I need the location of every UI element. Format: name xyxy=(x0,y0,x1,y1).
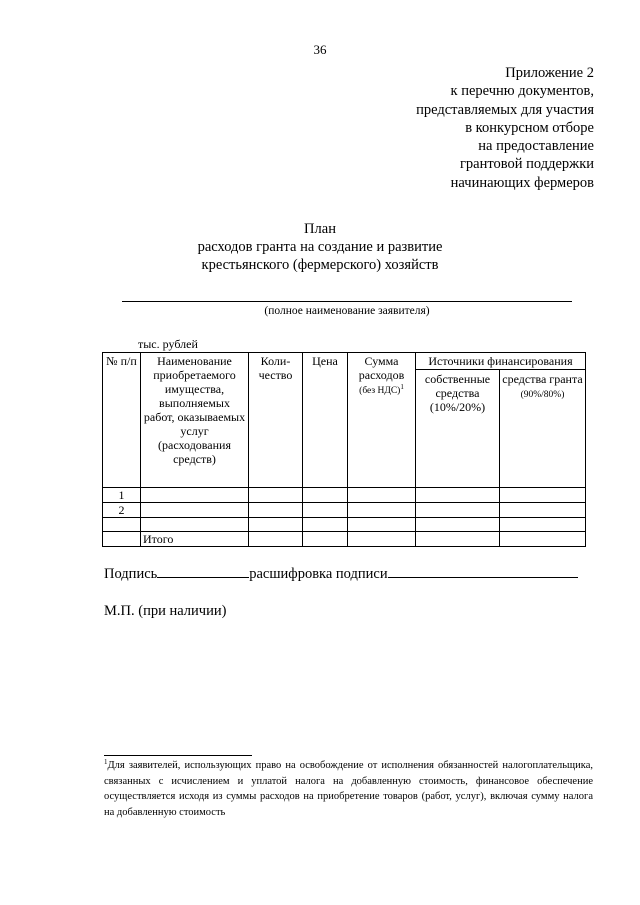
table-row xyxy=(103,518,586,532)
header-grant-percent: (90%/80%) xyxy=(520,390,565,400)
appendix-line: грантовой поддержки xyxy=(459,156,594,173)
row-name xyxy=(141,488,249,503)
header-sum xyxy=(348,353,416,488)
appendix-line: представляемых для участия xyxy=(416,101,594,118)
signature-decode-blank xyxy=(388,565,578,578)
footnote-rule xyxy=(104,755,252,756)
header-sum-label: Сумма расходов xyxy=(358,354,405,382)
document-title xyxy=(0,220,640,274)
expense-plan-table xyxy=(102,352,586,547)
header-price: Цена xyxy=(303,353,348,488)
footnote xyxy=(104,758,593,820)
header-quantity: Коли-чество xyxy=(249,353,303,488)
footnote-ref: 1 xyxy=(400,383,404,391)
title-line: крестьянского (фермерского) хозяйств xyxy=(201,257,439,273)
row-num xyxy=(103,518,141,532)
header-name: Наименование приобретаемого имущества, выполняемых работ, оказываемых услуг (расходования средств) xyxy=(141,353,249,488)
page-number: 36 xyxy=(313,42,327,57)
title-line: расходов гранта на создание и развитие xyxy=(197,239,443,255)
signature-blank xyxy=(157,565,249,578)
table-row xyxy=(103,488,586,503)
total-row xyxy=(103,532,586,547)
row-num: 2 xyxy=(103,503,141,518)
header-own-percent: (10%/20%) xyxy=(429,400,486,414)
row-name xyxy=(141,503,249,518)
appendix-header xyxy=(416,64,594,192)
units-label: тыс. рублей xyxy=(138,337,198,351)
appendix-line: к перечню документов, xyxy=(450,83,594,100)
header-num: № п/п xyxy=(103,353,141,488)
row-num: 1 xyxy=(103,488,141,503)
header-own-label: собственные средства xyxy=(424,372,491,400)
appendix-line: в конкурсном отборе xyxy=(465,119,594,136)
footnote-text: Для заявителей, использующих право на освобождение от исполнения обязанностей налогоплательщика, связанных с исчислением и уплатой налога на добавленную стоимость, финансовое обеспечение осуществляется исходя из суммы расходов на приобретение товаров (работ, услуг), включая сумму налога на добавленную стоимость xyxy=(104,760,593,818)
header-own-funds xyxy=(416,370,500,488)
applicant-caption: (полное наименование заявителя) xyxy=(264,305,430,317)
header-grant-label: средства гранта xyxy=(502,372,583,386)
stamp-label: М.П. (при наличии) xyxy=(104,603,227,619)
title-line: План xyxy=(304,221,336,237)
signature-label: Подпись xyxy=(104,566,158,582)
row-name xyxy=(141,518,249,532)
appendix-line: Приложение 2 xyxy=(505,65,594,81)
header-sources: Источники финансирования xyxy=(416,353,586,370)
appendix-line: на предоставление xyxy=(478,138,594,155)
appendix-line: начинающих фермеров xyxy=(450,174,594,191)
header-sum-note: (без НДС) xyxy=(359,386,401,396)
header-grant-funds xyxy=(500,370,586,488)
signature-decode-label: расшифровка подписи xyxy=(249,566,388,582)
table-row xyxy=(103,503,586,518)
applicant-name-line xyxy=(122,300,572,302)
footnote-mark: 1 xyxy=(104,758,108,766)
signature-row xyxy=(104,565,578,583)
total-label: Итого xyxy=(141,532,249,547)
